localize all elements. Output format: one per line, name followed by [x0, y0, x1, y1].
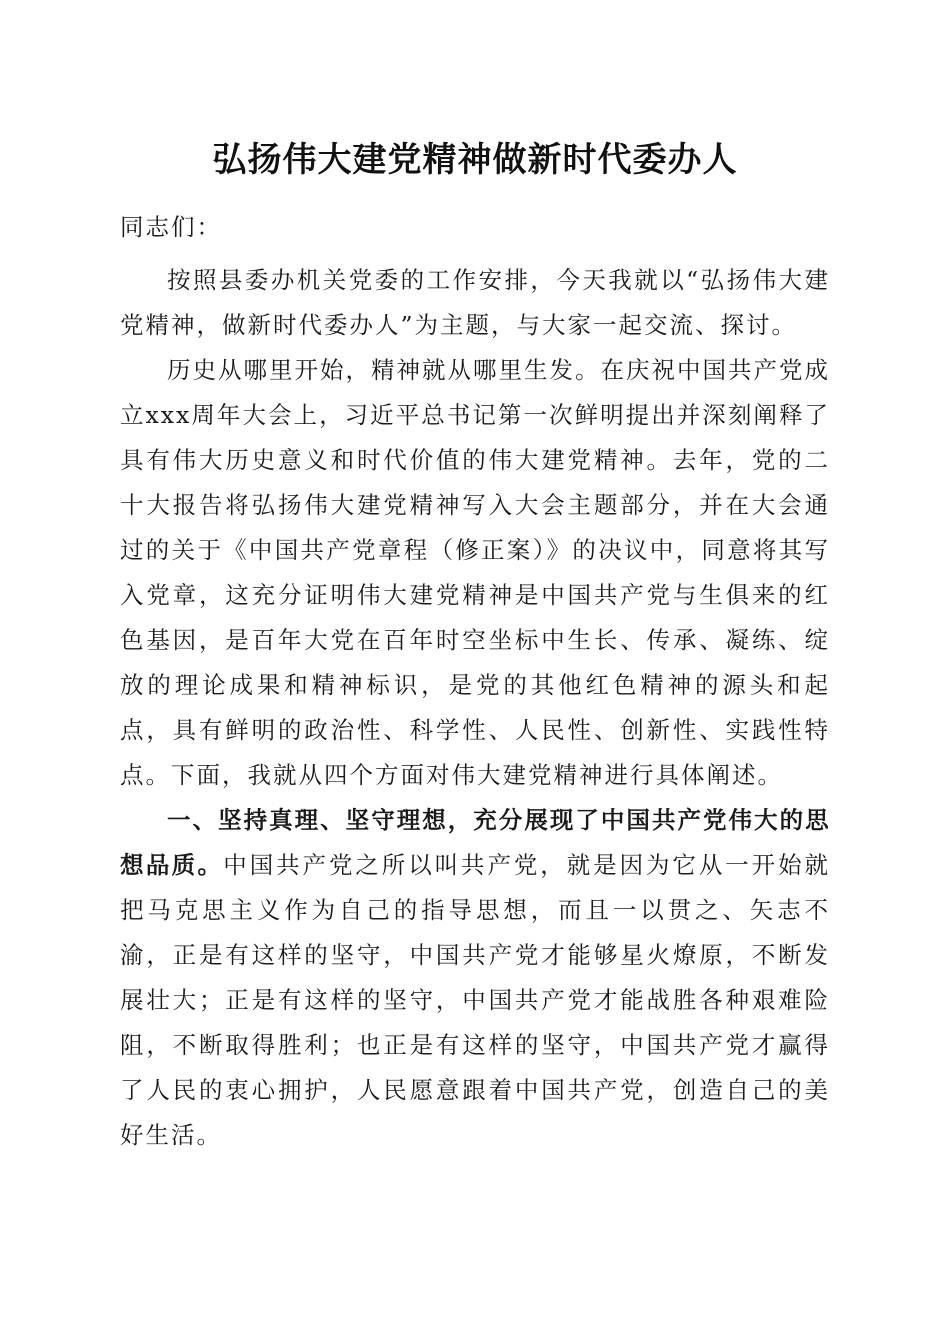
paragraph-intro: 按照县委办机关党委的工作安排，今天我就以“弘扬伟大建党精神，做新时代委办人”为主题，与大家一起交流、探讨。 [120, 266, 830, 339]
document-title: 弘扬伟大建党精神做新时代委办人 [212, 140, 738, 180]
document-body [120, 205, 830, 1158]
section-one-body: 中国共产党之所以叫共产党，就是因为它从一开始就把马克思主义作为自己的指导思想，而且一以贯之、矢志不渝，正是有这样的坚守，中国共产党才能够星火燎原，不断发展壮大；正是有这样的坚守，中国共产党才能战胜各种艰难险阻，不断取得胜利；也正是有这样的坚守，中国共产党才赢得了人民的衷心拥护，人民愿意跟着中国共产党，创造自己的美好生活。 [120, 851, 830, 1149]
section-one-heading: 一、坚持真理、坚守理想，充分展现了中国共产党伟大的思想品质。 [120, 806, 830, 879]
section-one-paragraph [120, 798, 830, 1158]
salutation: 同志们： [120, 213, 222, 241]
paragraph-history: 历史从哪里开始，精神就从哪里生发。在庆祝中国共产党成立xxx周年大会上，习近平总书记第一次鲜明提出并深刻阐释了具有伟大历史意义和时代价值的伟大建党精神。去年，党的二十大报告将弘扬伟大建党精神写入大会主题部分，并在大会通过的关于《中国共产党章程（修正案）》的决议中，同意将其写入党章，这充分证明伟大建党精神是中国共产党与生俱来的红色基因，是百年大党在百年时空坐标中生长、传承、凝练、绽放的理论成果和精神标识，是党的其他红色精神的源头和起点，具有鲜明的政治性、科学性、人民性、创新性、实践性特点。下面，我就从四个方面对伟大建党精神进行具体阐述。 [120, 356, 830, 789]
